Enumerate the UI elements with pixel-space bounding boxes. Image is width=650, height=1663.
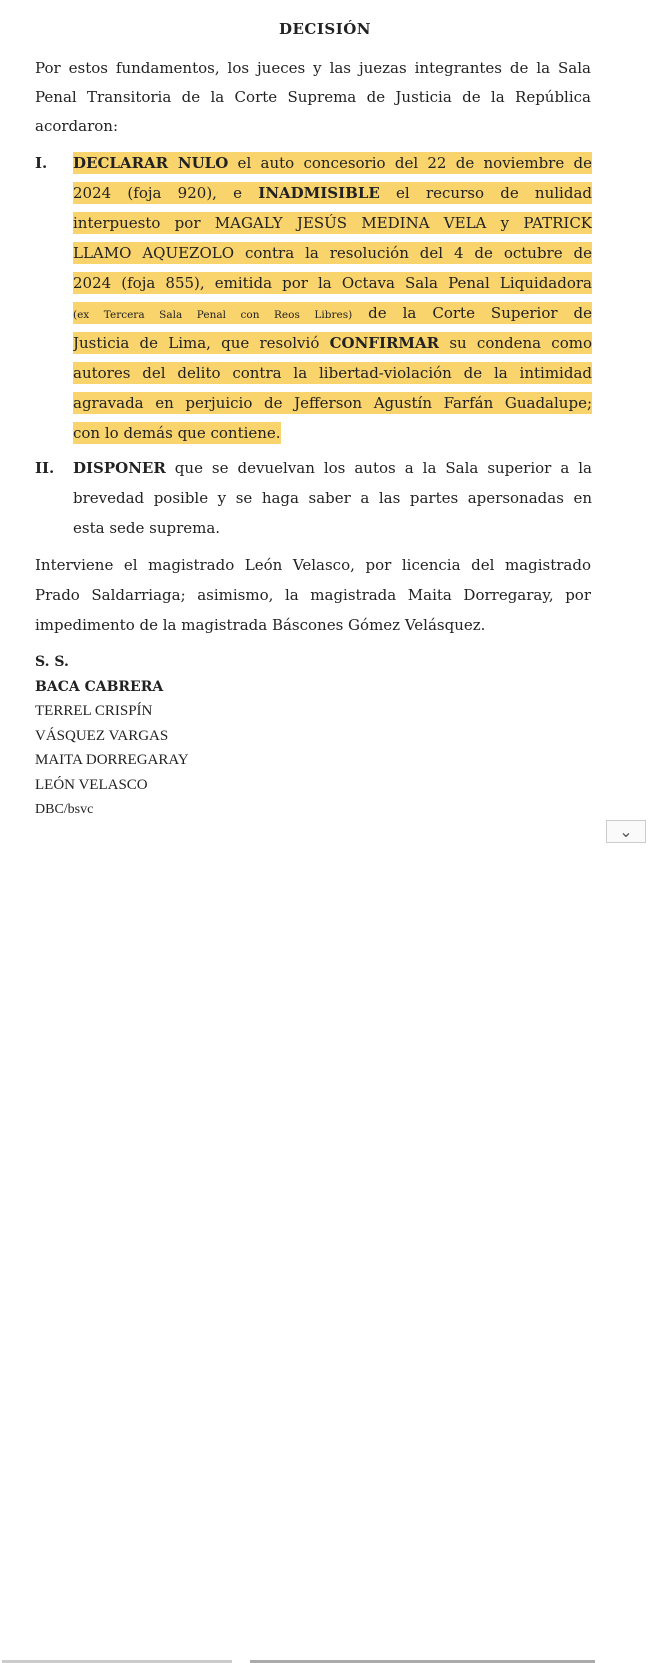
text-segment: el auto concesorio del 22 de noviembre de — [228, 154, 592, 172]
dropdown-button[interactable] — [606, 820, 646, 843]
item-line — [73, 272, 592, 294]
item-line — [73, 212, 592, 234]
signatory: LEÓN VELASCO — [35, 777, 148, 793]
item-line — [73, 182, 592, 204]
chevron-down-icon: ⌄ — [619, 821, 633, 841]
intro-line: Por estos fundamentos, los jueces y las juezas integrantes de la Sala — [35, 59, 591, 77]
text-segment: autores del delito contra la libertad-violación de la intimidad — [73, 364, 592, 382]
document-title: DECISIÓN — [278, 20, 372, 38]
text-segment: agravada en perjuicio de Jefferson Agustín Farfán Guadalupe; — [73, 394, 592, 412]
item-line — [73, 362, 592, 384]
bold-phrase: INADMISIBLE — [258, 184, 380, 202]
item-line — [73, 152, 592, 174]
signatory: TERREL CRISPÍN — [35, 703, 153, 719]
item-line — [73, 422, 281, 444]
signatory: VÁSQUEZ VARGAS — [35, 728, 169, 744]
text-segment: 2024 (foja 855), emitida por la Octava Sala Penal Liquidadora — [73, 274, 592, 292]
text-segment: interpuesto por MAGALY JESÚS MEDINA VELA y PATRICK — [73, 214, 592, 232]
text-segment: brevedad posible y se haga saber a las partes apersonadas en — [73, 489, 592, 507]
text-segment: (ex Tercera Sala Penal con Reos Libres) — [73, 309, 353, 321]
bold-phrase: DECLARAR NULO — [73, 154, 229, 172]
bold-phrase: CONFIRMAR — [329, 334, 440, 352]
item-1-label: I. — [35, 154, 48, 172]
signatory: BACA CABRERA — [35, 679, 164, 695]
text-segment: con lo demás que contiene. — [73, 424, 281, 442]
item-line — [73, 332, 592, 354]
text-segment: 2024 (foja 920), e — [73, 184, 259, 202]
text-segment: esta sede suprema. — [73, 519, 221, 537]
signatories-header: S. S. — [35, 654, 69, 670]
text-segment: que se devuelvan los autos a la Sala superior a la — [165, 459, 592, 477]
intro-line: acordaron: — [35, 117, 119, 135]
item-line — [73, 302, 592, 324]
text-segment: LLAMO AQUEZOLO contra la resolución del 4 de octubre de — [73, 244, 592, 262]
bold-phrase: DISPONER — [73, 459, 166, 477]
closing-line: Interviene el magistrado León Velasco, por licencia del magistrado — [35, 556, 591, 574]
next-page-preview — [0, 821, 650, 841]
text-segment: de la Corte Superior de — [352, 304, 592, 322]
text-segment: su condena como — [439, 334, 592, 352]
item-2-label: II. — [35, 459, 55, 477]
text-segment: el recurso de nulidad — [379, 184, 592, 202]
item-line — [73, 517, 220, 539]
signatory: MAITA DORREGARAY — [35, 752, 189, 768]
intro-line: Penal Transitoria de la Corte Suprema de Justicia de la República — [35, 88, 591, 106]
closing-line: Prado Saldarriaga; asimismo, la magistrada Maita Dorregaray, por — [35, 586, 591, 604]
closing-line: impedimento de la magistrada Báscones Gómez Velásquez. — [35, 616, 486, 634]
item-line — [73, 242, 592, 264]
item-line — [73, 457, 592, 479]
item-line — [73, 392, 592, 414]
item-line — [73, 487, 592, 509]
initials: DBC/bsvc — [35, 802, 94, 817]
text-segment: Justicia de Lima, que resolvió — [73, 334, 330, 352]
